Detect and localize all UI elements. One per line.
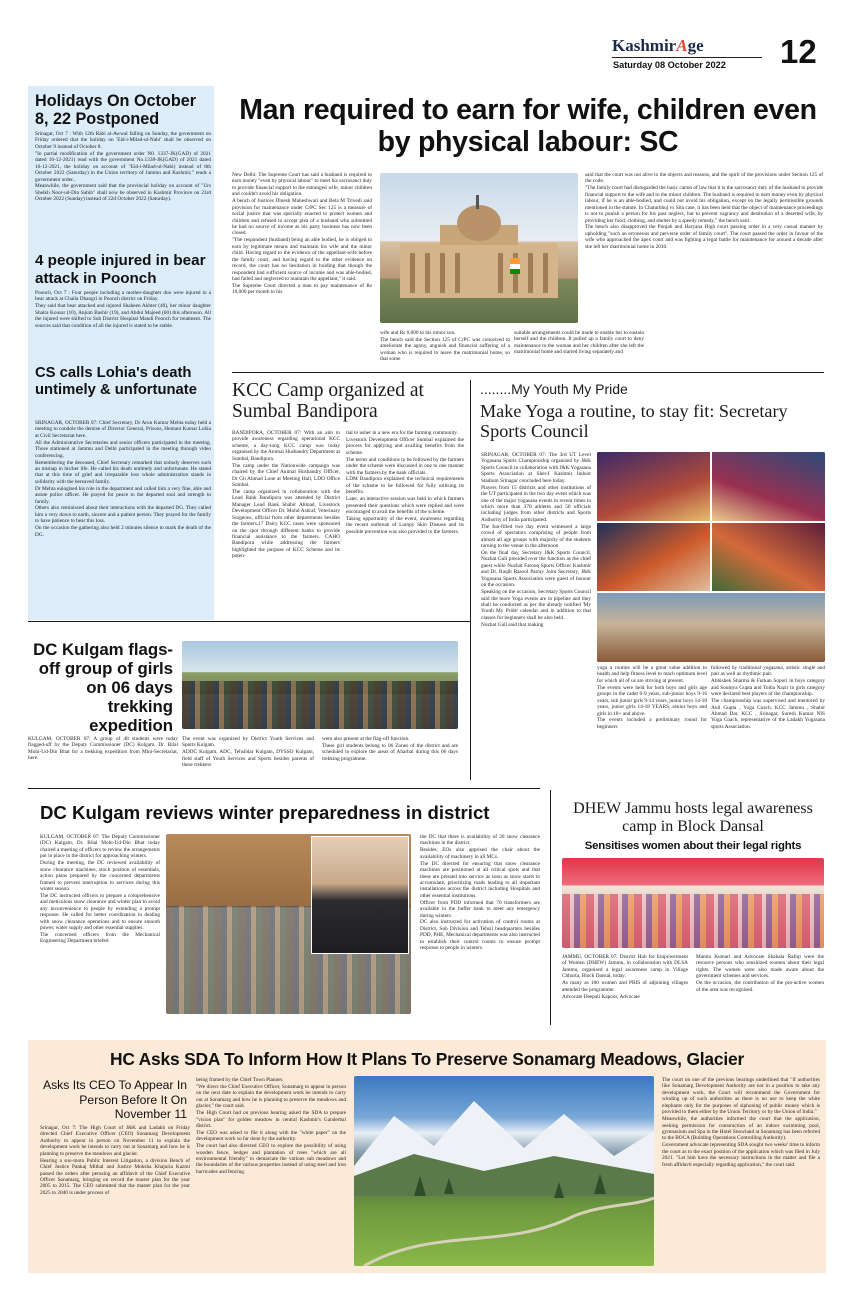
- sc-col4: said that the court was not alive to the objects and reasons, and the spirit of the provisions under Section 125 of the code. "The family court had disregarded the basic canon of law that it is the sacrosanct duty of the husband to provide financial support to the wife and to the minor children. The husband is required to earn money even by physical labour, if he is an able-bodied, and could not avoid his obligation, except on the legally permissible grounds mentioned in the statute. In Chaturbhuj vs Sita case, it has been held that the object of maintenance proceedings is not to punish a person for his past neglect, but to prevent vagrancy and destitution of a deserted wife, by providing her food, clothing, and shelter by a speedy remedy," the bench said. The bench also disapproved the Punjab and Haryana High court passing order in a very casual manner by upholding "such an erroneous and perverse order of family court". The court passed the order in favour of the wife who approached the apex court and was fighting a legal battle for maintenance for around a decade after she left her matrimonial home in 2010.: [585, 172, 823, 250]
- masthead-brand: KashmirAge: [612, 36, 704, 55]
- poonch-body: Poonch, Oct 7 : Four people including a mother-daughter duo were injured in a bear attack at Challa Dhangri in Poonch district on Friday. They said that bear attacked and injured Shaheen Akhter (40), her minor daughter Shaira Kousar (10), Anjum Bashir (19), and Abdul Majeed (60) this afternoon. All the injured were shifted to Sub District Hospital Mandi Poonch for treatment. The sources said that condition of all the injured is stated to be stable.: [35, 290, 211, 329]
- winter-meeting-photo: [166, 834, 411, 1014]
- trek-headline: DC Kulgam flags-off group of girls on 06 days trekking expedition: [33, 640, 173, 735]
- sonamarg-col1: Srinagar, Oct 7: The High Court of J&K and Ladakh on Friday directed Chief Executive Officer (CEO) Sonamarg Development Authority to appear in person on November 11 to explain the development work he intends to carry out at Sonamarg and how he is planning to preserve the meadows and glacier. Hearing a suo-moto Public Interest Litigation, a division Bench of Chief Justice Pankaj Mithal and Justice Moksha Khajuria Kazmi passed the orders after perusing an affidavit of the Chief Executive Officer Sonamarg, bringing on record the master plan for the year 2005 to 2015. The CEO submitted that the master plan for the year 2025 to 2040 is under process of: [40, 1125, 190, 1196]
- dhew-col2: Mamta Kumari and Advocate Shahala Rafiqi were the resource persons who sensitized women about their legal rights. The women were also made aware about the government schemes and services. On the occasion, the contribution of the pro-active women of the area was recognised.: [696, 954, 824, 993]
- yoga-championship-photo: [597, 452, 825, 662]
- legal-camp-photo: [562, 858, 824, 948]
- supreme-court-photo: [380, 173, 578, 323]
- sonamarg-meadow-photo: [354, 1076, 654, 1266]
- yoga-kicker: ........My Youth My Pride: [480, 381, 628, 397]
- masthead: [612, 30, 832, 75]
- poonch-headline: 4 people injured in bear attack in Poonch: [35, 252, 206, 287]
- sc-col2: wife and Rs 6,000 to his minor son. The bench said the Section 125 of CrPC was conceived to ameliorate the agony, anguish and financial suffering of a woman who is required to leave the matrimonial home, so that some: [380, 330, 510, 363]
- holidays-headline: Holidays On October 8, 22 Postponed: [35, 92, 197, 128]
- sonamarg-headline: HC Asks SDA To Inform How It Plans To Preserve Sonamarg Meadows, Glacier: [109, 1049, 745, 1069]
- yoga-col2: yoga a routine will be a great value addition to health and help fitness level to reach optimum level for which all of us are striving at present. The events were held for both boys and girls age groups in the cadet 6-9 years, sub-junior boys 9-16 years, sub junior girls 9-14 years, junior boys 14-18 years, junior girls 14-18 YEARS, senior boys and girls in 18+ and above. The events included a preliminary round for beginners: [597, 665, 707, 730]
- lohia-headline: CS calls Lohia's death untimely & unfortunate: [35, 365, 197, 398]
- trek-col1: KULGAM, OCTOBER 07: A group of 48 students were today flagged-off by the Deputy Commissioner (DC) Kulgam, Dr. Bilal Mohi-Ud-Din Bhat for a trekking expedition from Mini-Secretariat, here.: [28, 736, 178, 762]
- kcc-col1: BANDIPORA, OCTOBER 07: With an aim to provide awareness regarding operational KCC scheme, a day-long KCC camp was today organised by the Animal Husbandry Department at Sumbal, Bandipora. The camp under the Nationwide campaign was chaired by the Chief Animal Husbandry Officer, Dr Gh Ahmad Lone at Meeting Hall, LDO Office Sumbal. The camp organized in collaboration with the Lead Bank Bandipora was attended by District Manager Lead Bank Shabir Ahmad, Livestock Development Officer Dr. Mohd Ashraf, Veterinary Surgeons, official from other departments besides the farmers.17 Dairy KCC cases were sponsored on the spot through different banks to provide financial assistance to the farmers. CAHO Bandipora while addressing the farmers highlighted the purpose of KCC Scheme and its poten-: [232, 430, 340, 560]
- winter-col1: KULGAM, OCTOBER 07: The Deputy Commissioner (DC) Kulgam, Dr. Bilal Mohi-Ud-Din Bhat today chaired a meeting of officers to review the arrangements put in place in the district for approaching winters. During the meeting, the DC reviewed availability of snow clearance machines, stock position of essentials, action plans prepared by the concerned departments framed to prevent interruption to services during this winter season. The DC instructed officers to prepare a comprehensive and meticulous snow clearance and winter plan to avoid any inconvenience to people by extending a prompt response. He called for better coordination in dealing with snow clearance operations and to ensure smooth power, water supply and other essential supplies. The concerned officers from the Mechanical Engineering Department briefed: [40, 834, 160, 945]
- dhew-subtitle: Sensitises women about their legal rights: [584, 840, 802, 852]
- kcc-col2: tial to usher in a new era for the farming community. Livestock Development Officer Sumbal explained the process for applying and availing benefits from the scheme. The terms and conditions to be followed by the farmers under the scheme were discussed in one to one manner with the farmers by the bank officials. LDM Bandipora explained the technical requirements of the scheme to be followed for fully utilising its benefits. Later, an interactive session was held in which farmers presented their questions which were replied and were encouraged to avail the benefits of the scheme. Taking opportunity of the event, awareness regarding the recent outbreak of Lumpy Skin Disease and its possible prevention was also provided to the farmers.: [346, 430, 464, 535]
- lohia-body: SRINAGAR, OCTOBER 07: Chief Secretary, Dr Arun Kumar Mehta today held a meeting to condole the demise of Director General, Prisons, Hemant Kumar Lohia at Civil Secretariat here. All the Administrative Secretaries and senior officers participated in the meeting. Those stationed at Jammu and Delhi participated in the meeting through video conferencing. Remembering the deceased, Chief Secretary remarked that nobody deserves such an mishap in his/her life. He called his death untimely and unfortunate. He stated that at this time of grief and irreparable loss whole administration stands in solidarity with the bereaved family. Dr Mehta eulogised his role in the department and called him a very fine, able and astute police officer. He prayed for peace to the departed soul and strength to family. Others also reminisced about their interactions with the departed DG. They called him a very down to earth, sincere and a patient person. They prayed for the family to have patience to bear this loss. On the occasion the gathering also held 2 minutes silence to mark the death of the DG.: [35, 420, 211, 538]
- dhew-headline: DHEW Jammu hosts legal awareness camp in Block Dansal: [573, 800, 813, 835]
- page-number: 12: [780, 33, 817, 70]
- yoga-headline: Make Yoga a routine, to stay fit: Secretary Sports Council: [480, 401, 788, 441]
- kcc-headline: KCC Camp organized at Sumbal Bandipora: [232, 380, 424, 422]
- sonamarg-subhead: Asks Its CEO To Appear In Person Before It On November 11: [42, 1078, 187, 1121]
- trekking-group-photo: [182, 641, 458, 729]
- yoga-col1: SRINAGAR, OCTOBER 07: The 3rd UT Level Yogasana Sports Championship organized by J&K Sports Council in collaboration with J&K Yogasana Sports Association at Sher-I Kashmir Indoor Stadium Srinagar concluded here today. Players from 15 districts and other institutions of the UT participated in the two day event which was one of the major yogasana events in recent times in which more than 370 athletes and 50 officials including judges from other districts and Sports Authority of India participated. The fun-filled two day event witnessed a large crowd of spectators comprising of people from almost all age groups with majority of the students turning to the venue in the afternoon On the final day, Secretary J&K Sports Council, Nuzhat Gull presided over the function as the chief guest while Nuzhat Farooq Sports Officer Kashmir and Dr. Raqib Rasool Parray Joint Secretary, J&K Yogasana Sports Association were guest of honour on the occasion. Speaking on the occasion, Secretary Sports Council said the more Yoga events are in pipeline and they shall be conducted as per the already notified 'My Youth My Pride' calendar and in addition to that classes for beginners shall be also held. Nuzhat Gull said that making: [481, 452, 591, 628]
- sc-col3: suitable arrangements could be made to enable her to sustain herself and the children. It pulled up a family court to deny maintenance to the woman and her children after she left the matrimonial home and started living separately and: [514, 330, 644, 356]
- holidays-body: Srinagar, Oct 7 : With 12th Rabi al-Awwal falling on Sunday, the government on Friday ordered that the holiday on 'Eid-i-Milad-ul-Nabi' shall be observed on October 9 instead of October 8. "In partial modification of the government order N0. 1337-JK(GAD) of 2021 dated 16-12-2021) read with the government No.1338-JK(GAD) of 2021 dated 16-12-2021, the holiday on account of "Eid-i-Milad-ul-Nabi) instead of 8th October 2022 (Saturday) in the Union territory of Jammu and Kashmir," reads a government order.. Meanwhile, the government said that the provincial holiday on account of "Urs Sheikh Noor-ud-Din Sahib" shall now be observed in Kashmir Province on 23rd October 2022 (Sunday) instead of 22d October 2022 (Saturday).: [35, 131, 211, 203]
- winter-col2: the DC that there is availability of 20 snow clearance machines in the district. Besides, EOs also apprised the chair about the availability of machinery in all MCs. The DC directed for ensuring that snow clearance machines are positioned at all critical spots and that these are pressed into service as soon as snow starts to accumulate, prioritizing roads leading to all important installations across the district including Hospitals and other essential institutions. Officer from PDD informed that 70 transformers are available in the buffer bank to meet any emergency during winters. DC also instructed for activation of control rooms at District, Sub Division and Tehsil headquarters besides PDD, PHE, Mechanical departments was also instructed to establish their control rooms to ensure prompt response to people in winters.: [420, 834, 540, 952]
- left-sidebar: [28, 86, 214, 620]
- sc-col1: New Delhi: The Supreme Court has said a husband is required to earn money "even by physical labour" to meet his sacrosanct duty to provide financial support to the estranged wife, minor children and couldn't avoid his obligation. A bench of Justices Dinesh Maheshwari and Bela M Trivedi said provision for maintenance under CrPC Sec 125 is a measure of social justice that was specially enacted to protect women and children and refused to accept plea of a husband who submitted he had no source of income as his party business has now been closed. "The respondent (husband) being an able bodied, he is obliged to earn by legitimate means and maintain his wife and the minor child. Having regard to the evidence of the appellant-wife before the family court, and having regard to the other evidence on record, the court has no hesitation in holding that though the respondent had sufficient source of income and was able-bodied, had failed and neglected to maintain the appellant," it said. The Supreme Court directed a man to pay maintenance of Rs 10,000 per month to his: [232, 172, 372, 296]
- dc-portrait-photo: [311, 836, 409, 954]
- dhew-col1: JAMMU, OCTOBER 07: District Hub for Empowerment of Women (DHEW) Jammu, in collaboration with DLSA Jammu, organised a legal awareness camp in Village Chhurta, Block Dansal, today. As many as 100 women and PRIS of adjoining villages attended the programme. Advocate Deepali Kapoor, Advocate: [562, 954, 688, 1000]
- court-building-icon: [380, 173, 578, 323]
- trek-col2: The event was organized by District Youth Services and Sports Kulgam. ADDC Kulgam, ADC, Tehsildar Kulgam, DYSSO Kulgam, field staff of Youth Services and Sports besides parents of these trekkers: [182, 736, 314, 769]
- sonamarg-col2: being framed by the Chief Town Planner. "We direct the Chief Executive Officer, Sonamarg to appear in person on the next date to explain the development work he intends to carry out at Sonamarg and how he is planning to preserve the meadows and glacier," the court said. The High Court had on previous hearing asked the SDA to prepare "vision plan" for golden meadow in central Kashmir's Ganderbal district. The CEO was asked to file it along with the "white paper" on the development work so far done by the authority. The court had also directed CEO to explore the possibility of using wooden fence, hedges and plantation of trees "which are all environmental friendly" to demarcate the various sub meadows and the boundaries of the various properties instead of using steel and iron barricades and fencing.: [196, 1077, 346, 1175]
- sonamarg-col3: The court on one of the previous hearings underlined that "if authorities like Sonamarg Development Authority are not in a position to take any development work, the Court will recommend the Government for winding up of such authorities as there is no use to keep the white elephants only for the purposes of siphoning of public money which is provided to them either by the Union Territory or by the Union of India." Meanwhile, the authorities informed the court that the application, seeking permission for construction of an indoor swimming pool, gymnasium and Spa in the Hotel Snowland at Sonamarg has been referred to the BOCA (Building Operations Controlling Authority). Government advocate representing SDA sought two weeks' time to inform the court as to the exact position of the application which was filed in July 2021. "Let him have the necessary instructions in the matter and file a fresh affidavit especially regarding application," the court said.: [662, 1077, 820, 1168]
- winter-headline: DC Kulgam reviews winter preparedness in district: [40, 802, 490, 823]
- yoga-col3: followed by traditional yogasana, artistic single and pair as well as rhythmic pair. Abhishek Sharma & Furkan Sopori in boys category and Soumya Gupta and Toiba Nazir in girls category were declared best players of the championship. The championship was supervised and mentored by Anil Gupta , Yoga Coach, KCC Jammu , Shabir Ahmad Dar, KCC , Srinagar, Suresh Kumar NIS Yoga Coach, representative of the Ladakh Yogasana sports Association.: [711, 665, 825, 730]
- mountain-icon: [354, 1076, 654, 1266]
- trek-col3: were also present at the flag-off function. These girl students belong to 06 Zones of the district and are scheduled to explore the areas of Aharbal during this 06 days trekking programme.: [322, 736, 458, 762]
- sc-headline: Man required to earn for wife, children even by physical labour: SC: [239, 94, 817, 158]
- masthead-date: Saturday 08 October 2022: [613, 60, 726, 70]
